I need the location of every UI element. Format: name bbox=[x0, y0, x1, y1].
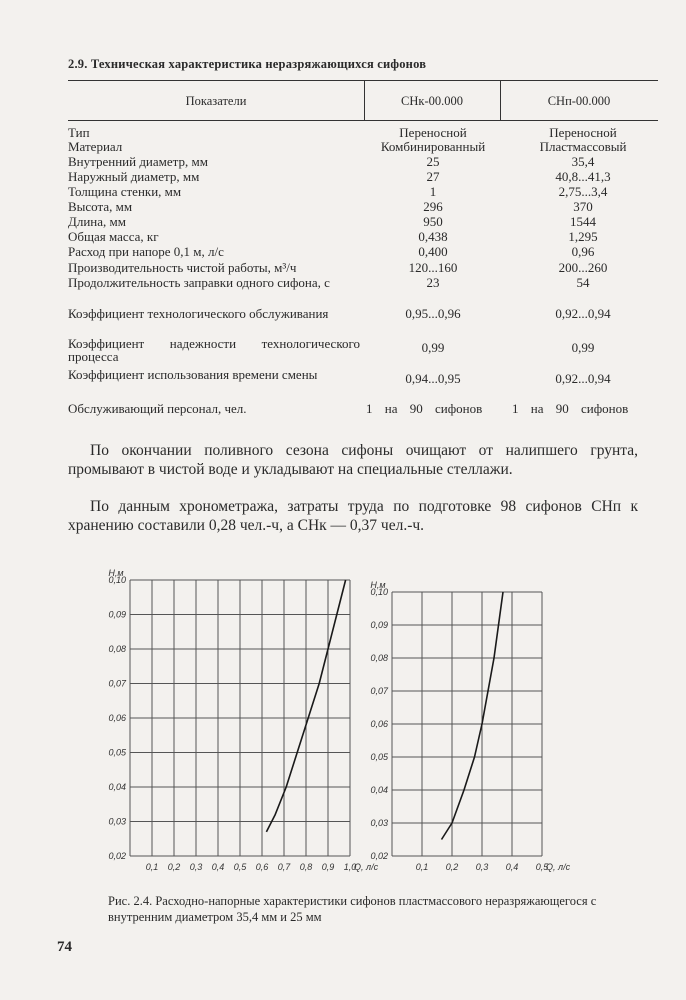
row-value-snk: Комбинированный bbox=[380, 139, 486, 154]
row-label: Тип bbox=[68, 125, 90, 140]
row-value-snp: 0,92...0,94 bbox=[555, 371, 611, 386]
row-label: Продолжительность заправки одного сифона, с bbox=[68, 275, 330, 290]
row-label: Расход при напоре 0,1 м, л/с bbox=[68, 244, 224, 259]
x-tick-label: 0,3 bbox=[475, 862, 489, 872]
x-axis-label: Q, л/с bbox=[354, 862, 379, 872]
table-title: 2.9. Техническая характеристика неразряжающихся сифонов bbox=[68, 57, 427, 71]
row-value-snp: 200...260 bbox=[558, 260, 608, 275]
row-value-snk: Переносной bbox=[399, 125, 467, 140]
y-tick-label: 0,10 bbox=[370, 587, 388, 597]
y-axis-label: H,м bbox=[370, 580, 386, 590]
page-number: 74 bbox=[57, 939, 72, 955]
personnel-snk: 1 на 90 сифонов bbox=[366, 401, 483, 416]
row-value-snp: 40,8...41,3 bbox=[555, 169, 611, 184]
x-tick-label: 0,4 bbox=[505, 862, 519, 872]
row-label: Толщина стенки, мм bbox=[68, 184, 182, 199]
y-tick-label: 0,02 bbox=[108, 851, 126, 861]
row-value-snp: 370 bbox=[573, 199, 593, 214]
x-tick-label: 0,8 bbox=[299, 862, 313, 872]
row-label: Высота, мм bbox=[68, 199, 133, 214]
header-snp: СНп-00.000 bbox=[547, 94, 611, 108]
y-tick-label: 0,06 bbox=[108, 713, 126, 723]
row-value-snk: 120...160 bbox=[408, 260, 458, 275]
paragraph-labor: По данным хронометража, затраты труда по подготовке 98 сифонов СНп к хранению составили 0,28 чел.-ч, а СНк — 0,37 чел.-ч. bbox=[68, 498, 638, 534]
y-tick-label: 0,07 bbox=[108, 678, 126, 689]
y-tick-label: 0,07 bbox=[370, 686, 388, 696]
row-value-snk: 950 bbox=[423, 214, 443, 229]
personnel-label: Обслуживающий персонал, чел. bbox=[68, 401, 247, 416]
row-value-snk: 0,95...0,96 bbox=[405, 306, 461, 321]
row-value-snp: 54 bbox=[576, 275, 590, 290]
x-tick-label: 0,3 bbox=[189, 862, 203, 872]
x-tick-label: 0,6 bbox=[255, 862, 269, 872]
y-tick-label: 0,05 bbox=[370, 752, 388, 762]
y-tick-label: 0,02 bbox=[370, 851, 388, 861]
row-value-snk: 0,99 bbox=[421, 340, 445, 355]
paragraph-storage: По окончании поливного сезона сифоны очищают от налипшего грунта, промывают в чистой воде и укладывают на специальные стеллажи. bbox=[68, 442, 638, 478]
row-value-snk: 1 bbox=[429, 184, 437, 199]
x-tick-label: 1,0 bbox=[343, 862, 357, 872]
x-tick-label: 0,9 bbox=[321, 862, 335, 872]
row-value-snk: 27 bbox=[426, 169, 440, 184]
x-tick-label: 0,5 bbox=[233, 862, 247, 872]
x-tick-label: 0,7 bbox=[277, 862, 291, 872]
row-value-snk: 23 bbox=[426, 275, 440, 290]
row-value-snp: 1,295 bbox=[568, 229, 598, 244]
y-tick-label: 0,04 bbox=[370, 785, 388, 795]
table-header-rule bbox=[68, 120, 658, 121]
y-tick-label: 0,10 bbox=[108, 575, 126, 585]
row-value-snp: 35,4 bbox=[571, 154, 595, 169]
y-tick-label: 0,03 bbox=[370, 818, 388, 828]
row-value-snp: 1544 bbox=[570, 214, 596, 229]
x-tick-label: 0,4 bbox=[211, 862, 225, 872]
x-tick-label: 0,1 bbox=[145, 862, 159, 872]
y-tick-label: 0,04 bbox=[108, 782, 126, 792]
flow-head-curve bbox=[442, 592, 504, 840]
x-tick-label: 0,2 bbox=[445, 862, 459, 872]
y-tick-label: 0,09 bbox=[108, 609, 126, 620]
row-label: Внутренний диаметр, мм bbox=[68, 154, 208, 169]
row-value-snp: 2,75...3,4 bbox=[558, 184, 608, 199]
y-tick-label: 0,09 bbox=[370, 620, 388, 630]
row-value-snp: 0,96 bbox=[571, 244, 595, 259]
table-top-rule bbox=[68, 80, 658, 81]
row-label: Коэффициент технологического обслуживания bbox=[68, 306, 329, 321]
header-snk: СНк-00.000 bbox=[401, 94, 463, 108]
y-axis-label: H,м bbox=[108, 568, 124, 578]
row-label: Коэффициент надежности технологического процесса bbox=[68, 336, 360, 364]
row-label: Длина, мм bbox=[68, 214, 126, 229]
y-tick-label: 0,08 bbox=[108, 644, 126, 654]
row-label: Производительность чистой работы, м³/ч bbox=[68, 260, 297, 275]
x-tick-label: 0,5 bbox=[535, 862, 549, 872]
x-axis-label: Q, л/с bbox=[546, 862, 571, 872]
row-value-snp: 0,92...0,94 bbox=[555, 306, 611, 321]
chart-snp bbox=[100, 558, 379, 878]
row-value-snp: Пластмассовый bbox=[539, 139, 627, 154]
row-value-snp: 0,99 bbox=[571, 340, 595, 355]
y-tick-label: 0,08 bbox=[370, 653, 388, 663]
row-value-snk: 0,94...0,95 bbox=[405, 371, 461, 386]
row-label: Наружный диаметр, мм bbox=[68, 169, 200, 184]
row-label: Материал bbox=[68, 139, 123, 154]
x-tick-label: 0,1 bbox=[415, 862, 429, 872]
y-tick-label: 0,05 bbox=[108, 747, 126, 758]
y-tick-label: 0,06 bbox=[370, 719, 388, 729]
row-label: Коэффициент использования времени смены bbox=[68, 367, 318, 382]
row-label: Общая масса, кг bbox=[68, 229, 159, 244]
x-tick-label: 0,2 bbox=[167, 862, 181, 872]
figure-caption: Рис. 2.4. Расходно-напорные характеристики сифонов пластмассового неразряжающегося с внутренним диаметром 35,4 мм и 25 мм bbox=[108, 894, 597, 924]
row-value-snk: 25 bbox=[426, 154, 440, 169]
personnel-snp: 1 на 90 сифонов bbox=[512, 401, 629, 416]
y-tick-label: 0,03 bbox=[108, 816, 126, 827]
row-value-snp: Переносной bbox=[549, 125, 617, 140]
row-value-snk: 296 bbox=[423, 199, 443, 214]
chart-snk bbox=[362, 570, 582, 880]
row-value-snk: 0,438 bbox=[418, 229, 448, 244]
row-value-snk: 0,400 bbox=[418, 244, 448, 259]
header-indicators: Показатели bbox=[185, 94, 247, 108]
